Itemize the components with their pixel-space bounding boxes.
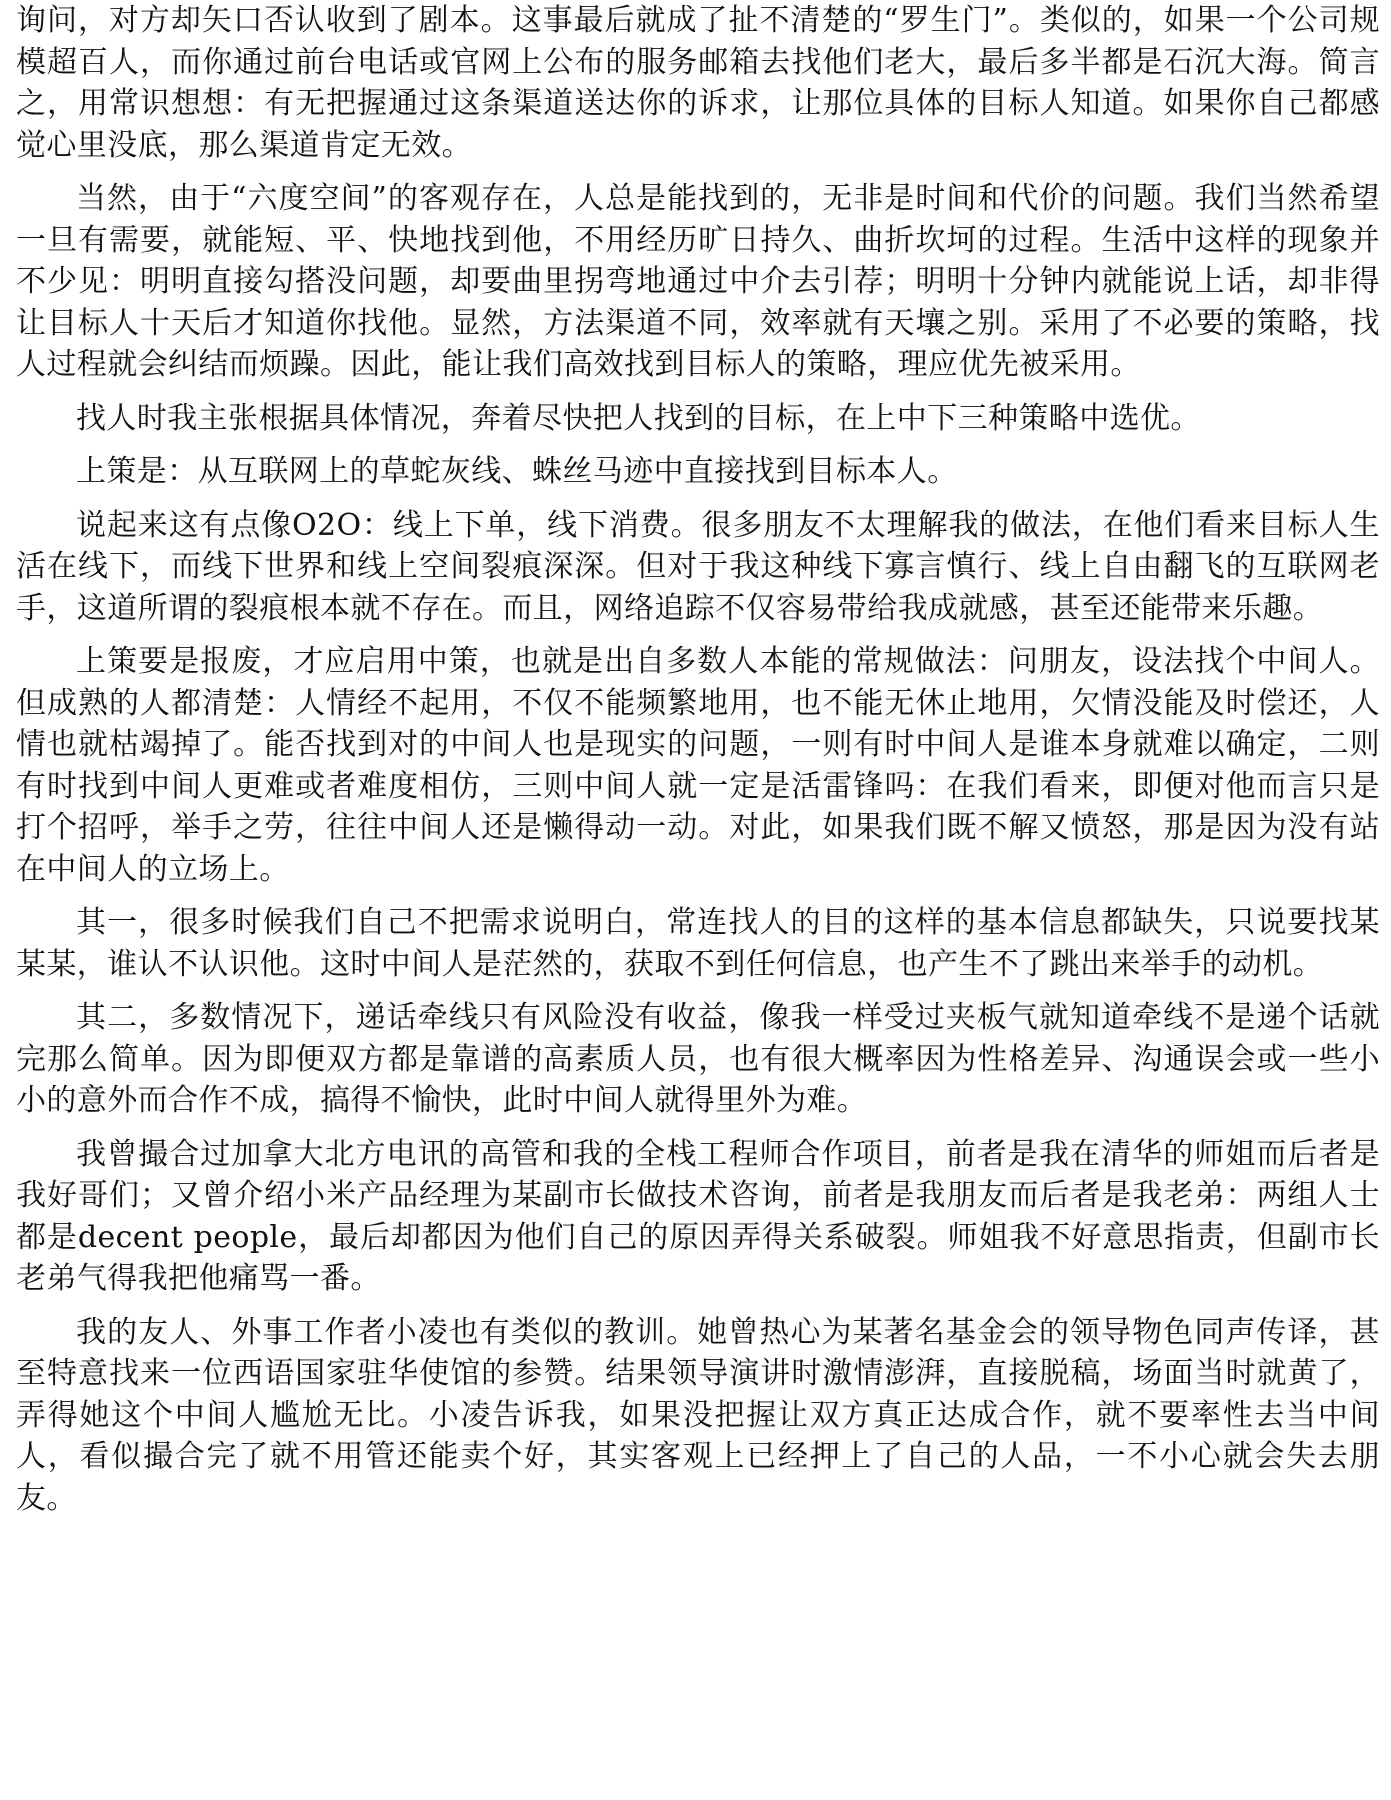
paragraph-5: 说起来这有点像O2O：线上下单，线下消费。很多朋友不太理解我的做法，在他们看来目标人生活在线下，而线下世界和线上空间裂痕深深。但对于我这种线下寡言慎行、线上自由翻飞的互联网老手，这道所谓的裂痕根本就不存在。而且，网络追踪不仅容易带给我成就感，甚至还能带来乐趣。 <box>16 507 1380 626</box>
paragraph-8: 其二，多数情况下，递话牵线只有风险没有收益，像我一样受过夹板气就知道牵线不是递个话就完那么简单。因为即便双方都是靠谱的高素质人员，也有很大概率因为性格差异、沟通误会或一些小小的意外而合作不成，搞得不愉快，此时中间人就得里外为难。 <box>16 1000 1380 1118</box>
paragraph-4: 上策是：从互联网上的草蛇灰线、蛛丝马迹中直接找到目标本人。 <box>76 454 958 489</box>
body-text <box>16 0 1380 1531</box>
paragraph-1: 询问，对方却矢口否认收到了剧本。这事最后就成了扯不清楚的“罗生门”。类似的，如果一个公司规模超百人，而你通过前台电话或官网上公布的服务邮箱去找他们老大，最后多半都是石沉大海。简言之，用常识想想：有无把握通过这条渠道送达你的诉求，让那位具体的目标人知道。如果你自己都感觉心里没底，那么渠道肯定无效。 <box>16 3 1380 163</box>
paragraph-7: 其一，很多时候我们自己不把需求说明白，常连找人的目的这样的基本信息都缺失，只说要找某某某，谁认不认识他。这时中间人是茫然的，获取不到任何信息，也产生不了跳出来举手的动机。 <box>16 905 1380 982</box>
paragraph-6: 上策要是报废，才应启用中策，也就是出自多数人本能的常规做法：问朋友，设法找个中间人。但成熟的人都清楚：人情经不起用，不仅不能频繁地用，也不能无休止地用，欠情没能及时偿还，人情也就枯竭掉了。能否找到对的中间人也是现实的问题，一则有时中间人是谁本身就难以确定，二则有时找到中间人更难或者难度相仿，三则中间人就一定是活雷锋吗：在我们看来，即便对他而言只是打个招呼，举手之劳，往往中间人还是懒得动一动。对此，如果我们既不解又愤怒，那是因为没有站在中间人的立场上。 <box>16 644 1380 887</box>
paragraph-9: 我曾撮合过加拿大北方电讯的高管和我的全栈工程师合作项目，前者是我在清华的师姐而后者是我好哥们；又曾介绍小米产品经理为某副市长做技术咨询，前者是我朋友而后者是我老弟：两组人士都是decent people，最后却都因为他们自己的原因弄得关系破裂。师姐我不好意思指责，但副市长老弟气得我把他痛骂一番。 <box>16 1136 1380 1296</box>
paragraph-3: 找人时我主张根据具体情况，奔着尽快把人找到的目标，在上中下三种策略中选优。 <box>76 400 1201 436</box>
paragraph-2: 当然，由于“六度空间”的客观存在，人总是能找到的，无非是时间和代价的问题。我们当然希望一旦有需要，就能短、平、快地找到他，不用经历旷日持久、曲折坎坷的过程。生活中这样的现象并不少见：明明直接勾搭没问题，却要曲里拐弯地通过中介去引荐；明明十分钟内就能说上话，却非得让目标人十天后才知道你找他。显然，方法渠道不同，效率就有天壤之别。采用了不必要的策略，找人过程就会纠结而烦躁。因此，能让我们高效找到目标人的策略，理应优先被采用。 <box>16 181 1380 382</box>
paragraph-10: 我的友人、外事工作者小凌也有类似的教训。她曾热心为某著名基金会的领导物色同声传译，甚至特意找来一位西语国家驻华使馆的参赞。结果领导演讲时激情澎湃，直接脱稿，场面当时就黄了，弄得她这个中间人尴尬无比。小凌告诉我，如果没把握让双方真正达成合作，就不要率性去当中间人，看似撮合完了就不用管还能卖个好，其实客观上已经押上了自己的人品，一不小心就会失去朋友。 <box>16 1314 1380 1516</box>
